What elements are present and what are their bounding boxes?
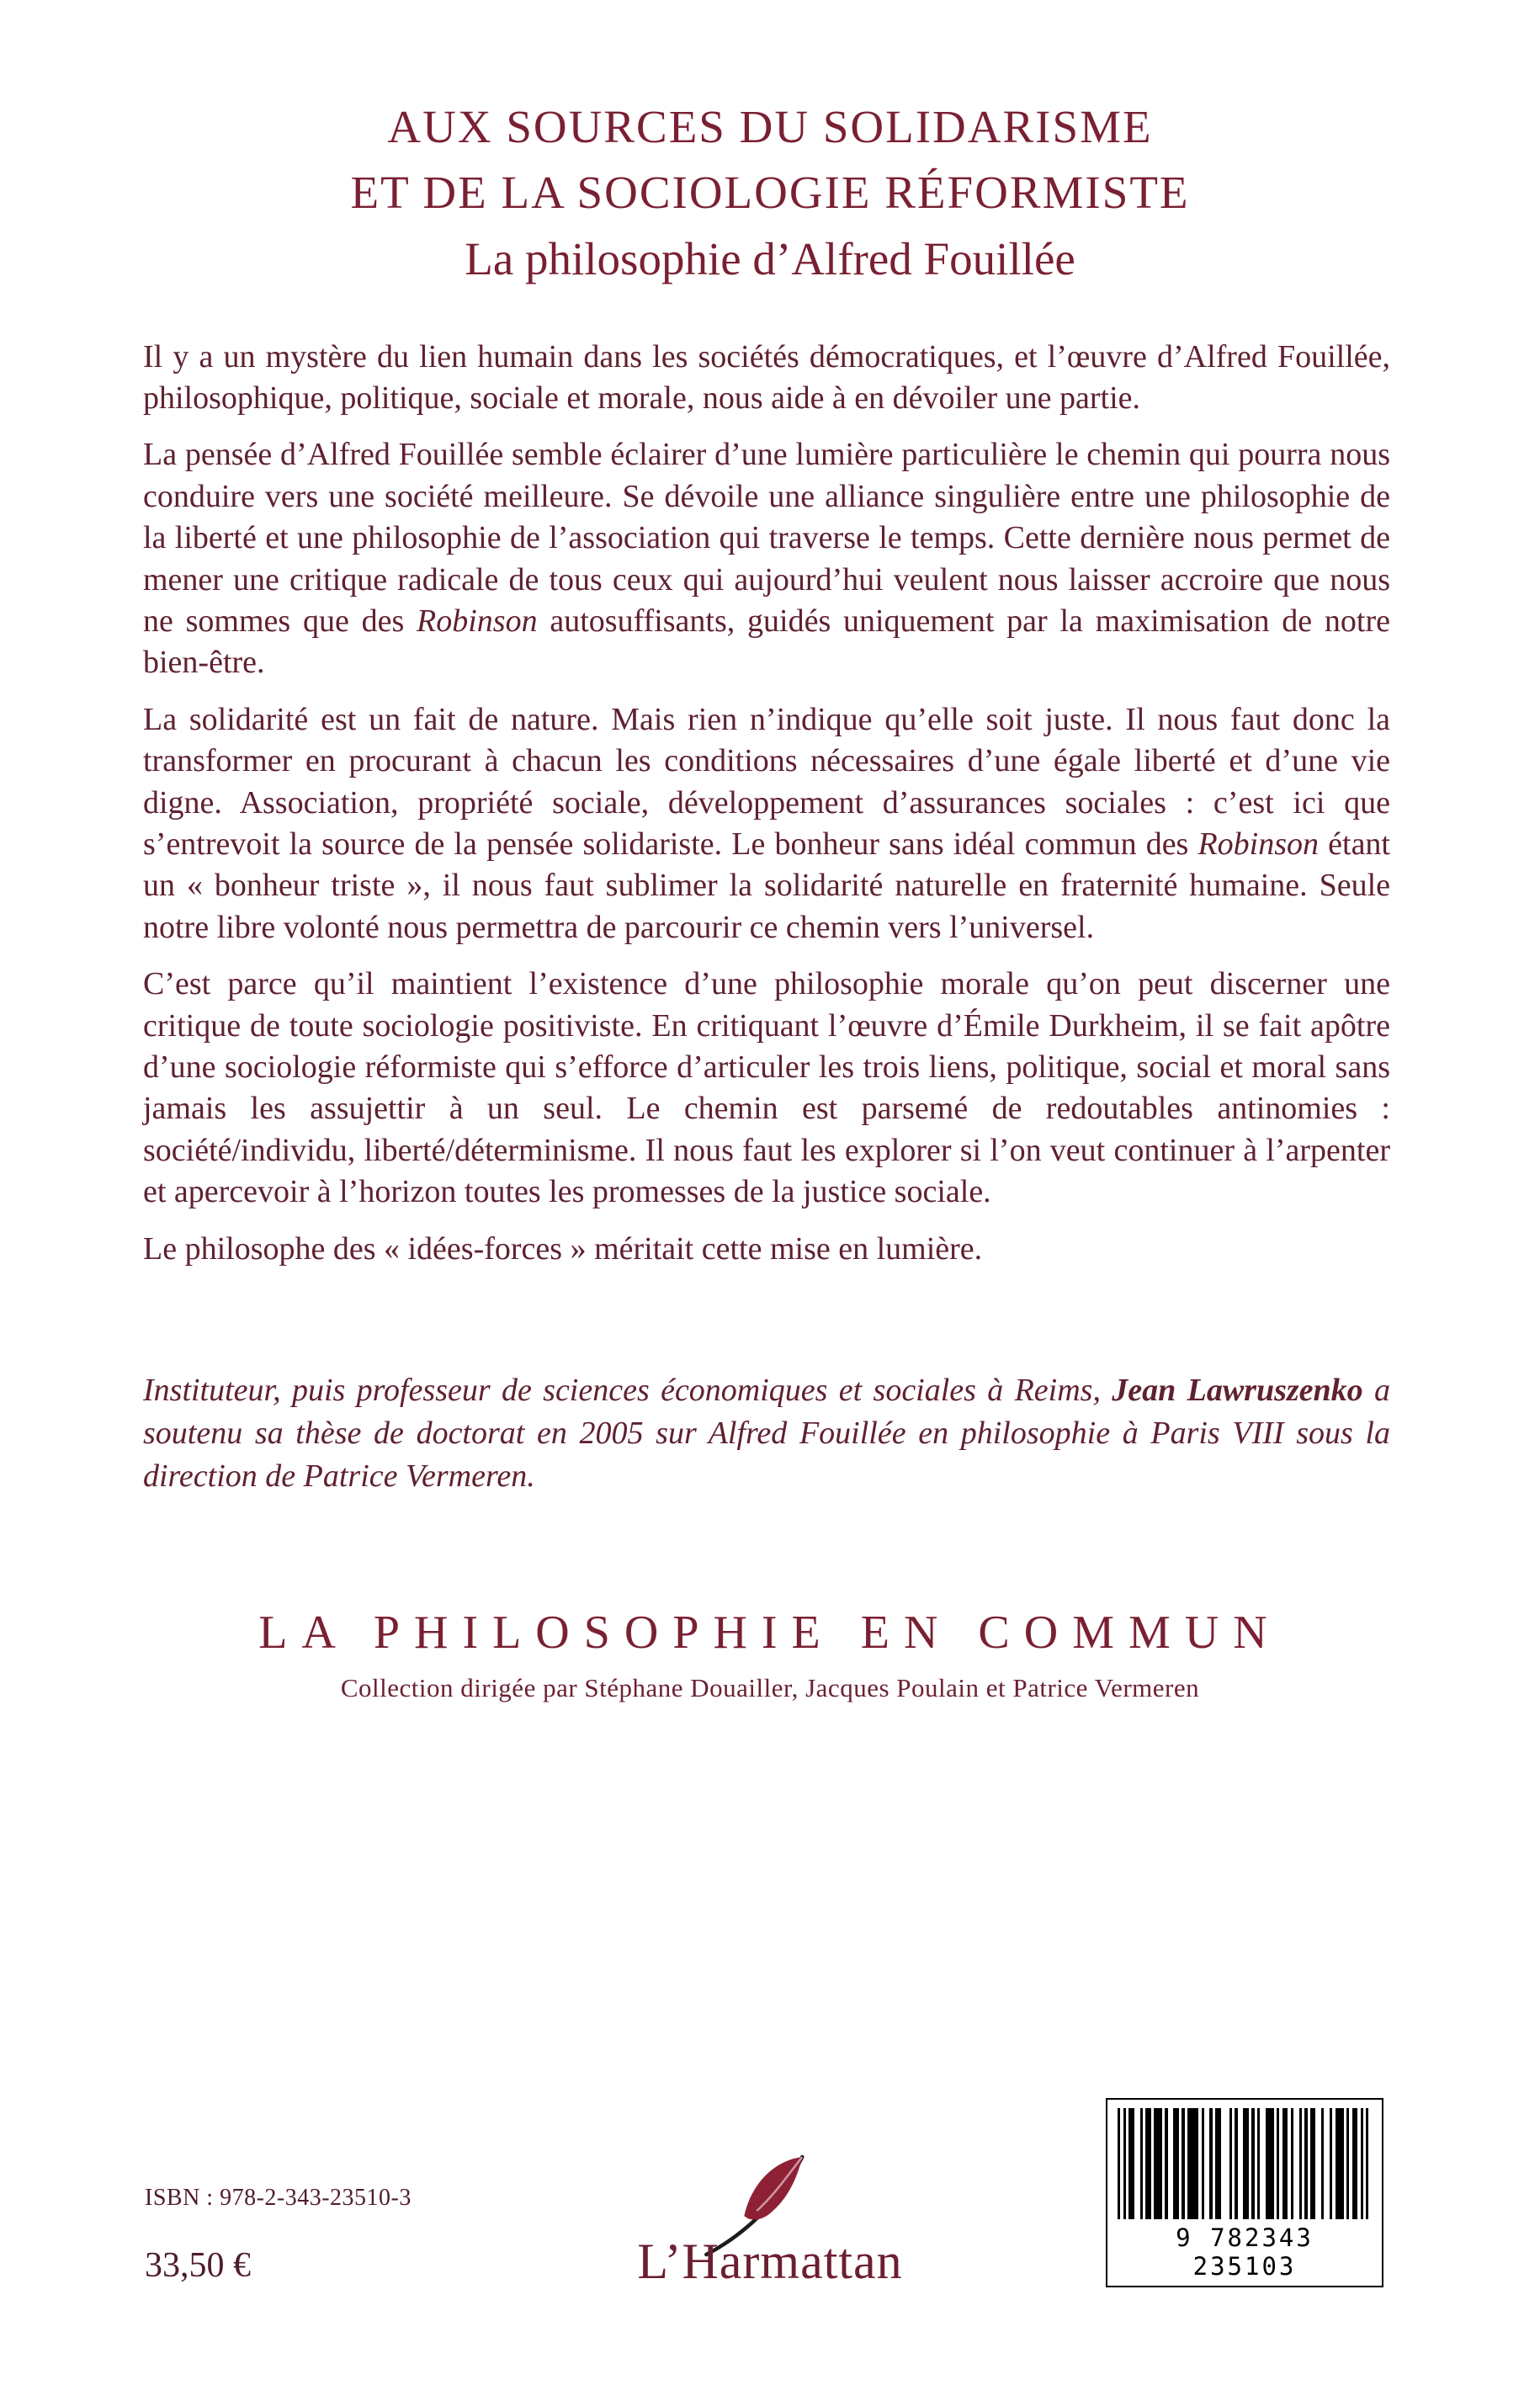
book-subtitle: La philosophie d’Alfred Fouillée — [465, 233, 1075, 285]
collection-block — [0, 1606, 1540, 1703]
synopsis-paragraph-4: C’est parce qu’il maintient l’existence d’une philosophie morale qu’on peut discerner une critique de toute sociologie positiviste. En critiquant l’œuvre d’Émile Durkheim, il se fait apôtre d’une sociologie réformiste qui s’efforce d’articuler les trois liens, politique, social et moral sans jamais les assujettir à un seul. Le chemin est parsemé de redoutables antinomies : société/individu, liberté/déterminisme. Il nous faut les explorer si l’on veut continuer à l’arpenter et apercevoir à l’horizon toutes les promesses de la justice sociale. — [143, 966, 1390, 1210]
synopsis-paragraph-1: Il y a un mystère du lien humain dans les sociétés démocratiques, et l’œuvre d’Alfred Fouillée, philosophique, politique, sociale et morale, nous aide à en dévoiler une partie. — [143, 338, 1390, 417]
title-block — [0, 0, 1540, 289]
barcode-number: 9 782343 235103 — [1176, 2223, 1314, 2281]
publisher-name: L’Harmattan — [637, 2234, 903, 2289]
title-line-2: ET DE LA SOCIOLOGIE RÉFORMISTE — [350, 167, 1190, 219]
author-bio: Instituteur, puis professeur de sciences économiques et sociales à Reims, Jean Lawruszenko a soutenu sa thèse de doctorat en 2005 sur Alfred Fouillée en philosophie à Paris VIII sous la direction de Patrice Vermeren. — [143, 1372, 1391, 1494]
price-label: 33,50 € — [145, 2246, 251, 2285]
synopsis-paragraph-3: La solidarité est un fait de nature. Mais rien n’indique qu’elle soit juste. Il nous faut donc la transformer en procurant à chacun les conditions nécessaires d’une égale liberté et d’une vie digne. Association, propriété sociale, développement d’assurances sociales : c’est ici que s’entrevoit la source de la pensée solidariste. Le bonheur sans idéal commun des Robinson étant un « bonheur triste », il nous faut sublimer la solidarité naturelle en fraternité humaine. Seule notre libre volonté nous permettra de parcourir ce chemin vers l’universel. — [143, 701, 1390, 945]
synopsis-paragraph-2: La pensée d’Alfred Fouillée semble éclairer d’une lumière particulière le chemin qui pourra nous conduire vers une société meilleure. Se dévoile une alliance singulière entre une philosophie de la liberté et une philosophie de l’association qui traverse le temps. Cette dernière nous permet de mener une critique radicale de tous ceux qui aujourd’hui veulent nous laisser accroire que nous ne sommes que des Robinson autosuffisants, guidés uniquement par la maximisation de notre bien-être. — [143, 437, 1391, 681]
footer — [0, 2032, 1540, 2385]
barcode — [1106, 2098, 1383, 2287]
synopsis-paragraph-5: Le philosophe des « idées-forces » méritait cette mise en lumière. — [143, 1230, 983, 1267]
title-line-1: AUX SOURCES DU SOLIDARISME — [387, 101, 1153, 152]
isbn-label: ISBN : 978-2-343-23510-3 — [145, 2185, 412, 2211]
collection-subtitle: Collection dirigée par Stéphane Douailler, Jacques Poulain et Patrice Vermeren — [340, 1672, 1200, 1702]
barcode-bars — [1118, 2108, 1372, 2219]
collection-title: LA PHILOSOPHIE EN COMMUN — [258, 1606, 1282, 1659]
synopsis — [143, 337, 1390, 1270]
publisher-logo — [637, 2150, 902, 2291]
